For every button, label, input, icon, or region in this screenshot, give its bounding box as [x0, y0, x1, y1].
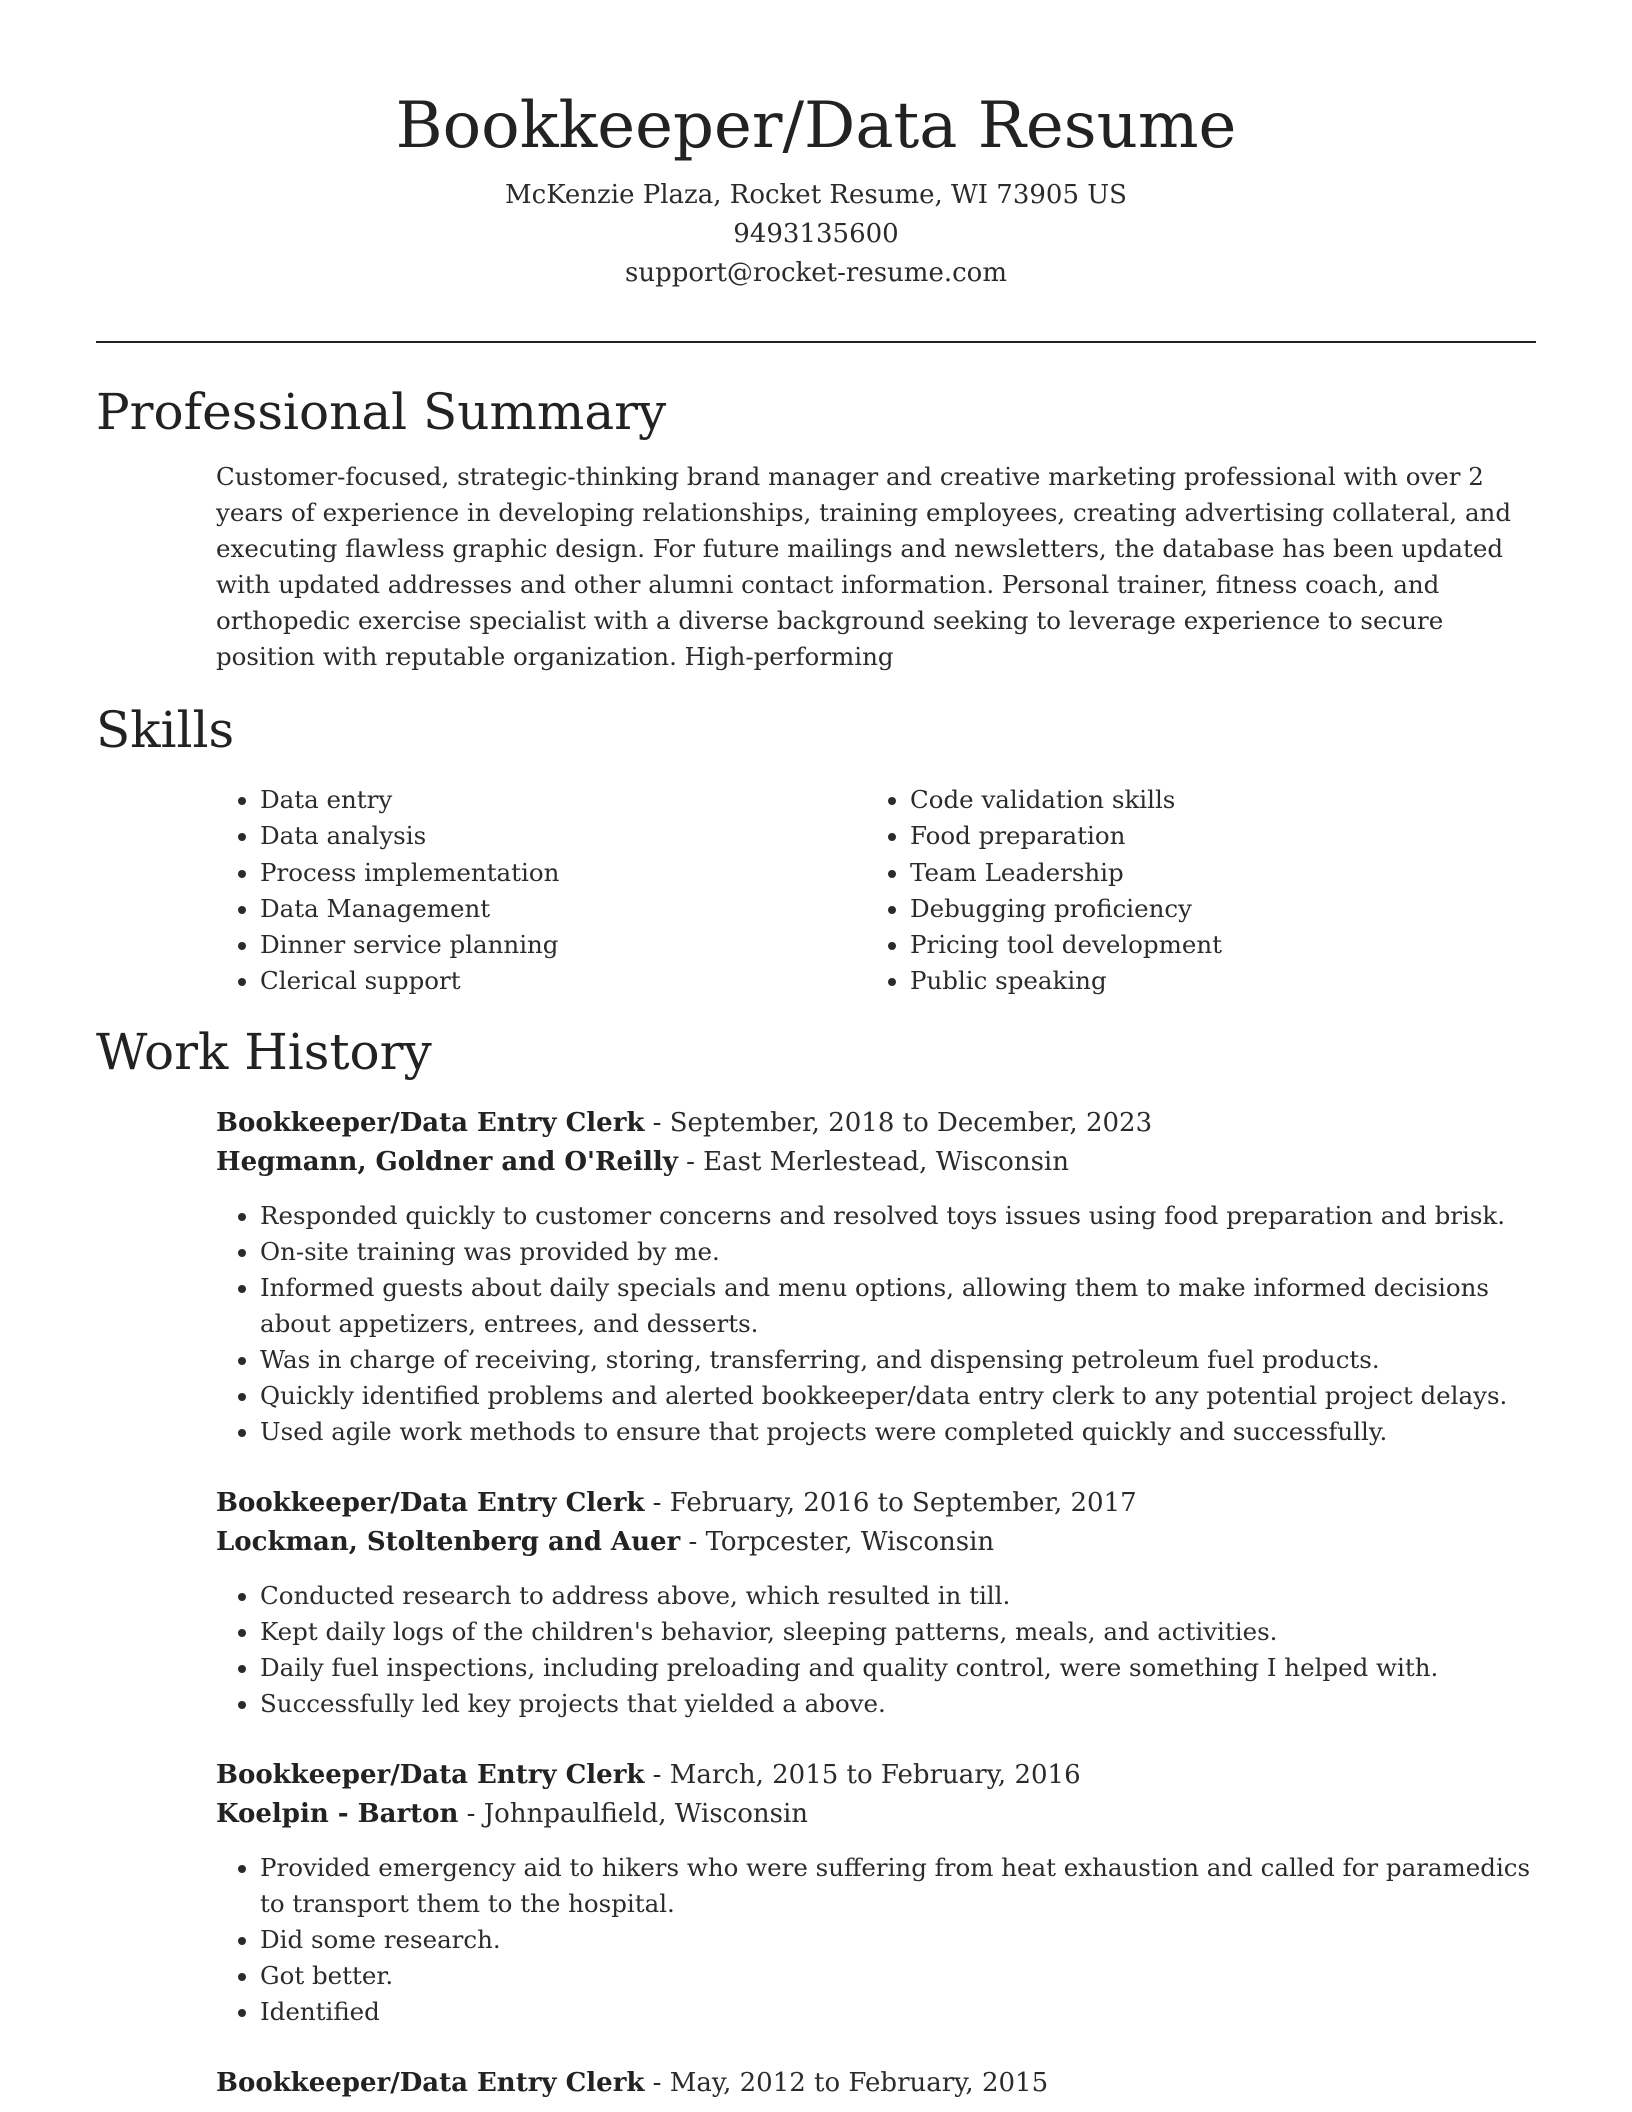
job-company-line: [216, 1523, 1536, 1562]
skill-item: • Data Management: [260, 891, 866, 927]
resume-header: [0, 0, 1632, 293]
skills-list: [216, 782, 1536, 1000]
skill-item: • Process implementation: [260, 855, 866, 891]
work-history-heading: Work History: [96, 1023, 432, 1081]
job-separator: -: [644, 1760, 670, 1790]
job-location: East Merlestead, Wisconsin: [703, 1147, 1069, 1177]
job-separator: -: [644, 1108, 670, 1138]
job-bullet: • Responded quickly to customer concerns and resolved toys issues using food preparation and brisk.: [260, 1198, 1536, 1234]
job-company-line: [216, 1795, 1536, 1834]
skills-column-right: [866, 782, 1516, 1000]
job-bullet: • Used agile work methods to ensure that projects were completed quickly and successfully.: [260, 1414, 1536, 1450]
contact-info: [0, 176, 1632, 293]
job-company: Hegmann, Goldner and O'Reilly: [216, 1147, 678, 1177]
job-bullet: • Provided emergency aid to hikers who were suffering from heat exhaustion and called for paramedics to transport them to the hospital.: [260, 1850, 1536, 1922]
contact-address: McKenzie Plaza, Rocket Resume, WI 73905 US: [505, 180, 1127, 210]
job-dates: February, 2016 to September, 2017: [669, 1488, 1137, 1518]
job-separator: -: [644, 2068, 670, 2098]
skill-item: • Debugging proficiency: [910, 891, 1516, 927]
job-separator: -: [677, 1147, 704, 1177]
job-title: Bookkeeper/Data Entry Clerk: [216, 2068, 645, 2098]
skill-item: • Team Leadership: [910, 855, 1516, 891]
contact-phone: 9493135600: [733, 219, 899, 249]
job-separator: -: [458, 1799, 484, 1829]
skill-item: • Food preparation: [910, 818, 1516, 854]
job-bullets: [216, 1578, 1536, 1722]
job-dates: March, 2015 to February, 2016: [669, 1760, 1081, 1790]
job-entry: [216, 1484, 1536, 1722]
job-dates: May, 2012 to February, 2015: [669, 2068, 1049, 2098]
job-title-line: [216, 1484, 1536, 1523]
job-bullet: • Was in charge of receiving, storing, transferring, and dispensing petroleum fuel products.: [260, 1342, 1536, 1378]
skill-item: • Pricing tool development: [910, 927, 1516, 963]
header-divider: [96, 341, 1536, 343]
job-bullet: • Kept daily logs of the children's behavior, sleeping patterns, meals, and activities.: [260, 1614, 1536, 1650]
job-location: Johnpaulfield, Wisconsin: [483, 1799, 809, 1829]
contact-email: support@rocket-resume.com: [624, 258, 1007, 288]
job-title-line: [216, 1104, 1536, 1143]
skill-item: • Data analysis: [260, 818, 866, 854]
job-company: Lockman, Stoltenberg and Auer: [216, 1527, 681, 1557]
skill-item: • Clerical support: [260, 963, 866, 999]
skills-heading: Skills: [96, 701, 235, 759]
job-title-line: [216, 2064, 1536, 2103]
summary-text: Customer-focused, strategic-thinking brand manager and creative marketing professional with over 2 years of experience in developing relationships, training employees, creating advertising collateral, and executing flawless graphic design. For future mailings and newsletters, the database has been updated with updated addresses and other alumni contact information. Personal trainer, fitness coach, and orthopedic exercise specialist with a diverse background seeking to leverage experience to secure position with reputable organization. High-performing: [216, 462, 1512, 671]
skills-column-left: [216, 782, 866, 1000]
job-dates: September, 2018 to December, 2023: [669, 1108, 1153, 1138]
job-entry: [216, 2064, 1536, 2103]
job-company: Koelpin - Barton: [216, 1799, 459, 1829]
job-bullet: • Successfully led key projects that yielded a above.: [260, 1686, 1536, 1722]
job-title: Bookkeeper/Data Entry Clerk: [216, 1488, 645, 1518]
skill-item: • Code validation skills: [910, 782, 1516, 818]
job-location: Torpcester, Wisconsin: [705, 1527, 995, 1557]
job-bullets: [216, 1198, 1536, 1450]
job-bullet: • Conducted research to address above, which resulted in till.: [260, 1578, 1536, 1614]
job-bullets: [216, 1850, 1536, 2030]
job-title-line: [216, 1756, 1536, 1795]
skill-item: • Dinner service planning: [260, 927, 866, 963]
job-bullet: • Daily fuel inspections, including preloading and quality control, were something I helped with.: [260, 1650, 1536, 1686]
job-entry: [216, 1756, 1536, 2030]
job-company-line: [216, 1143, 1536, 1182]
job-entry: [216, 1104, 1536, 1450]
skill-item: • Data entry: [260, 782, 866, 818]
job-title: Bookkeeper/Data Entry Clerk: [216, 1108, 645, 1138]
job-separator: -: [680, 1527, 706, 1557]
summary-heading: Professional Summary: [96, 383, 667, 441]
job-title: Bookkeeper/Data Entry Clerk: [216, 1760, 645, 1790]
resume-title: Bookkeeper/Data Resume: [395, 89, 1237, 163]
job-bullet: • Identified: [260, 1994, 1536, 2030]
skill-item: • Public speaking: [910, 963, 1516, 999]
job-separator: -: [644, 1488, 670, 1518]
job-bullet: • Quickly identified problems and alerted bookkeeper/data entry clerk to any potential project delays.: [260, 1378, 1536, 1414]
job-bullet: • On-site training was provided by me.: [260, 1234, 1536, 1270]
job-bullet: • Informed guests about daily specials and menu options, allowing them to make informed decisions about appetizers, entrees, and desserts.: [260, 1270, 1536, 1342]
job-bullet: • Got better.: [260, 1958, 1536, 1994]
job-bullet: • Did some research.: [260, 1922, 1536, 1958]
